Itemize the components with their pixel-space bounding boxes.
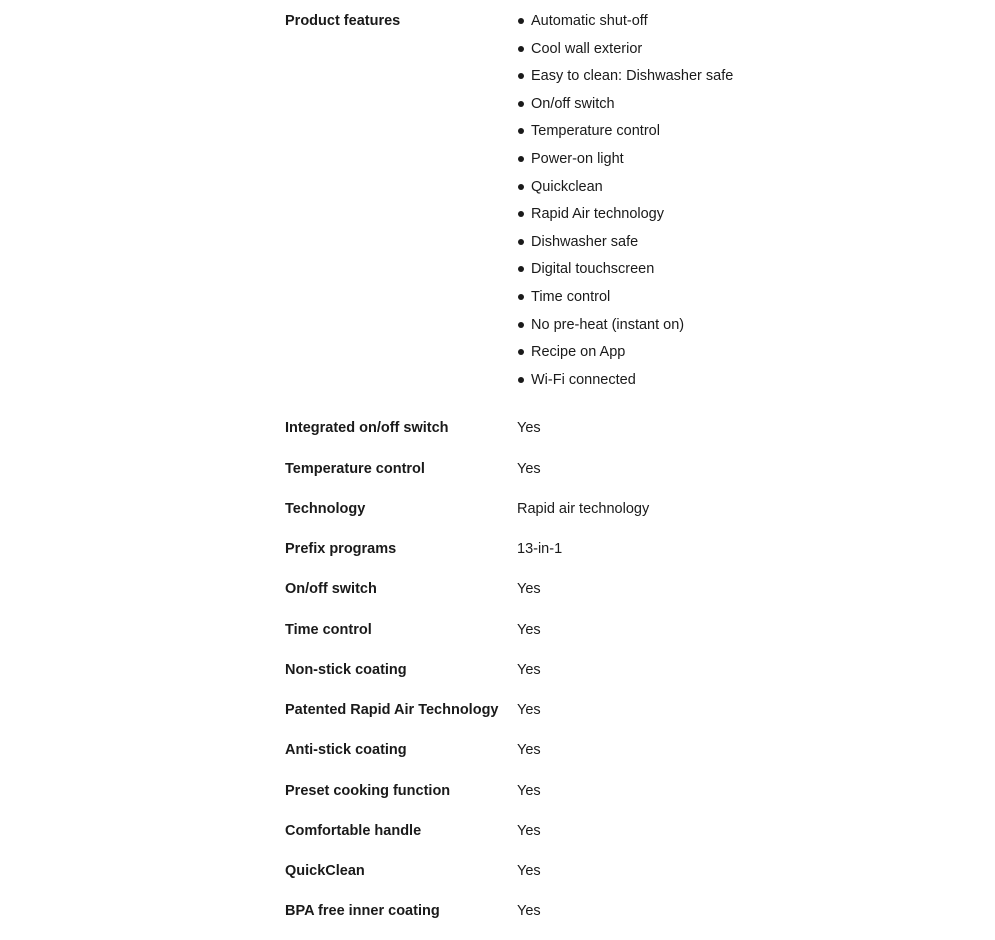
spec-label: On/off switch	[285, 581, 377, 598]
spec-row	[285, 497, 945, 537]
spec-value: Yes	[517, 702, 541, 719]
spec-rows	[285, 416, 945, 939]
spec-label: Anti-stick coating	[285, 742, 407, 759]
spec-value: Yes	[517, 822, 541, 839]
spec-row	[285, 618, 945, 658]
spec-value: Yes	[517, 460, 541, 477]
product-features-label: Product features	[285, 13, 401, 29]
spec-value: Yes	[517, 782, 541, 799]
specifications-table	[285, 11, 945, 940]
spec-row	[285, 738, 945, 778]
spec-row	[285, 859, 945, 899]
spec-label: Integrated on/off switch	[285, 420, 449, 437]
spec-label: QuickClean	[285, 863, 365, 880]
spec-value: Yes	[517, 863, 541, 880]
spec-row	[285, 899, 945, 939]
feature-item: Dishwasher safe	[517, 232, 733, 252]
feature-item: Automatic shut-off	[517, 11, 733, 31]
spec-value: Rapid air technology	[517, 500, 650, 517]
spec-value: Yes	[517, 581, 541, 598]
spec-value: Yes	[517, 742, 541, 759]
spec-label: Patented Rapid Air Technology	[285, 702, 499, 719]
spec-value: Yes	[517, 661, 541, 678]
feature-item: Time control	[517, 287, 733, 307]
spec-label: Technology	[285, 500, 366, 517]
spec-label: Temperature control	[285, 460, 425, 477]
product-features-row	[285, 11, 945, 397]
feature-item: Digital touchscreen	[517, 259, 733, 279]
spec-row	[285, 698, 945, 738]
spec-value: Yes	[517, 903, 541, 920]
spec-row	[285, 779, 945, 819]
spec-value: Yes	[517, 420, 541, 437]
spec-row	[285, 819, 945, 859]
feature-item: Recipe on App	[517, 342, 733, 362]
feature-item: Easy to clean: Dishwasher safe	[517, 66, 733, 86]
feature-item: On/off switch	[517, 94, 733, 114]
spec-label: Time control	[285, 621, 372, 638]
feature-item: Rapid Air technology	[517, 204, 733, 224]
product-features-list	[517, 11, 733, 397]
spec-label: Comfortable handle	[285, 822, 422, 839]
spec-label: Non-stick coating	[285, 661, 407, 678]
spec-value: Yes	[517, 621, 541, 638]
spec-value: 13-in-1	[517, 541, 563, 558]
spec-row	[285, 416, 945, 456]
spec-label: Preset cooking function	[285, 782, 451, 799]
spec-row	[285, 457, 945, 497]
spec-row	[285, 658, 945, 698]
feature-item: Quickclean	[517, 177, 733, 197]
spec-row	[285, 537, 945, 577]
spec-row	[285, 577, 945, 617]
feature-item: No pre-heat (instant on)	[517, 315, 733, 335]
spec-label: BPA free inner coating	[285, 903, 440, 920]
feature-item: Cool wall exterior	[517, 39, 733, 59]
feature-item: Power-on light	[517, 149, 733, 169]
feature-item: Temperature control	[517, 121, 733, 141]
feature-item: Wi-Fi connected	[517, 370, 733, 390]
spec-label: Prefix programs	[285, 541, 397, 558]
